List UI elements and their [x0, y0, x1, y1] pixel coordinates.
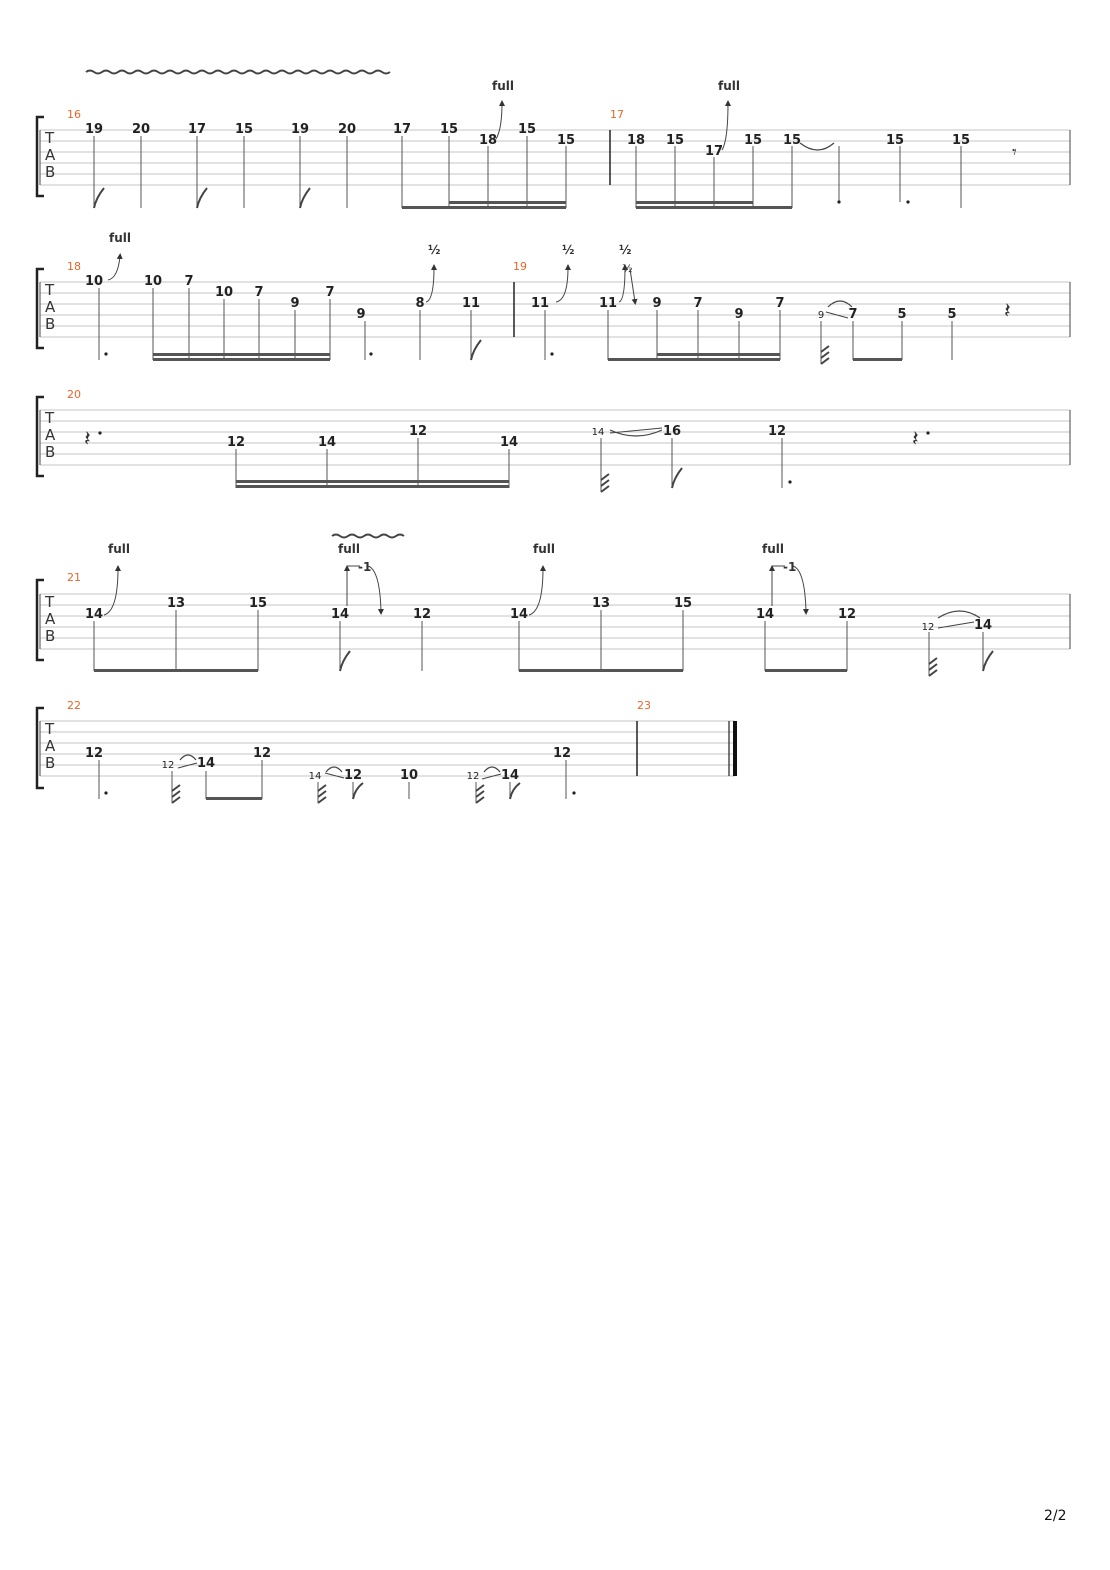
fret-number: 15	[556, 133, 576, 148]
fret-numbers	[227, 424, 786, 450]
bend-arrow	[426, 267, 434, 302]
note-flags	[94, 188, 310, 208]
fret-number: 14	[509, 607, 529, 622]
bend-arrow	[529, 568, 543, 615]
tab-clef-b: B	[45, 443, 56, 461]
tab-clef-a: A	[45, 298, 56, 316]
system-3	[37, 388, 1070, 492]
bend-label: full	[108, 542, 130, 556]
dot	[837, 200, 840, 203]
fret-number: 8	[415, 296, 425, 311]
fret-number: 15	[782, 133, 802, 148]
tie	[800, 143, 834, 150]
fret-number: 12	[466, 771, 480, 782]
fret-number: 13	[591, 596, 611, 611]
note-flags	[601, 468, 682, 492]
fret-number: 17	[187, 122, 207, 137]
fret-number: 12	[767, 424, 787, 439]
fret-number: 9	[734, 307, 744, 322]
bend-label: -1	[783, 560, 797, 574]
measure-number: 23	[637, 699, 651, 712]
dot	[98, 431, 101, 434]
beams	[236, 480, 509, 488]
fret-number: 19	[84, 122, 104, 137]
fret-number: 9	[356, 307, 366, 322]
fret-number: 5	[947, 307, 957, 322]
tab-clef-a: A	[45, 737, 56, 755]
system-1	[37, 71, 1070, 210]
staff	[40, 282, 1070, 337]
fret-number: 12	[84, 746, 104, 761]
tie	[938, 611, 980, 618]
tab-clef-b: B	[45, 754, 56, 772]
bend-label: -1	[358, 560, 372, 574]
tab-clef-b: B	[45, 163, 56, 181]
fret-number: 15	[439, 122, 459, 137]
fret-number: 20	[131, 122, 151, 137]
staff	[40, 594, 1070, 649]
vibrato-mark	[332, 535, 404, 538]
staff	[40, 130, 1070, 185]
bend-label: ½	[622, 262, 633, 275]
bend-arrow	[104, 568, 118, 615]
page-number: 2/2	[1044, 1508, 1067, 1524]
fret-number: 15	[517, 122, 537, 137]
fret-number: 14	[330, 607, 350, 622]
fret-number: 14	[317, 435, 337, 450]
beams	[206, 797, 262, 800]
tab-clef-t: T	[45, 409, 55, 427]
fret-number: 13	[166, 596, 186, 611]
fret-number: 18	[478, 133, 498, 148]
fret-number: 10	[84, 274, 104, 289]
tab-clef-a: A	[45, 146, 56, 164]
tab-clef-a: A	[45, 610, 56, 628]
dot	[369, 352, 372, 355]
fret-number: 7	[848, 307, 858, 322]
fret-number: 12	[552, 746, 572, 761]
dot	[906, 200, 909, 203]
fret-number: 12	[252, 746, 272, 761]
fret-number: 18	[626, 133, 646, 148]
dot	[926, 431, 929, 434]
fret-number: 14	[973, 618, 993, 633]
fret-number: 7	[184, 274, 194, 289]
fret-number: 5	[897, 307, 907, 322]
fret-number: 10	[399, 768, 419, 783]
fret-number: 10	[143, 274, 163, 289]
quarter-rest: 𝄽	[1004, 299, 1011, 324]
bend-label: ½	[562, 243, 575, 257]
dot	[104, 352, 107, 355]
eighth-rest: 𝄾	[1012, 142, 1017, 163]
quarter-rest: 𝄽	[912, 427, 919, 452]
fret-number: 14	[499, 435, 519, 450]
fret-number: 11	[598, 296, 618, 311]
fret-number: 14	[308, 771, 322, 782]
fret-number: 12	[343, 768, 363, 783]
dot	[572, 791, 575, 794]
fret-number: 14	[500, 768, 520, 783]
fret-number: 15	[885, 133, 905, 148]
tab-clef-b: B	[45, 627, 56, 645]
tab-clef-b: B	[45, 315, 56, 333]
measure-number: 18	[67, 260, 81, 273]
fret-number: 15	[951, 133, 971, 148]
fret-number: 7	[325, 285, 335, 300]
system-4	[37, 535, 1070, 677]
bend-arrow	[108, 256, 120, 280]
measure-number: 21	[67, 571, 81, 584]
fret-number: 11	[530, 296, 550, 311]
beams	[94, 669, 847, 672]
tab-clef-t: T	[45, 281, 55, 299]
beams	[153, 353, 902, 361]
fret-number: 9	[652, 296, 662, 311]
measure-number: 17	[610, 108, 624, 121]
fret-number: 14	[84, 607, 104, 622]
fret-number: 9	[290, 296, 300, 311]
fret-number: 14	[755, 607, 775, 622]
beams	[402, 201, 792, 209]
fret-number: 7	[775, 296, 785, 311]
ties	[180, 755, 500, 772]
fret-number: 7	[254, 285, 264, 300]
bend-arrow	[722, 103, 728, 150]
fret-number: 12	[412, 607, 432, 622]
fret-number: 10	[214, 285, 234, 300]
fret-number: 15	[743, 133, 763, 148]
fret-number: 20	[337, 122, 357, 137]
bend-label: full	[338, 542, 360, 556]
fret-number: 15	[665, 133, 685, 148]
bend-label: full	[109, 231, 131, 245]
tab-clef-a: A	[45, 426, 56, 444]
dot	[104, 791, 107, 794]
dot	[550, 352, 553, 355]
fret-number: 9	[817, 310, 825, 321]
tab-clef-t: T	[45, 593, 55, 611]
bend-arrow	[556, 267, 568, 302]
tab-clef-t: T	[45, 129, 55, 147]
measure-number: 19	[513, 260, 527, 273]
bend-label: full	[492, 79, 514, 93]
system-2	[37, 231, 1070, 364]
measure-number: 22	[67, 699, 81, 712]
fret-number: 17	[704, 144, 724, 159]
staff	[40, 721, 735, 776]
bend-label: ½	[428, 243, 441, 257]
fret-number: 12	[161, 760, 175, 771]
note-stems	[94, 136, 961, 208]
bend-label: full	[762, 542, 784, 556]
bend-label: ½	[619, 243, 632, 257]
tab-clef-t: T	[45, 720, 55, 738]
fret-number: 11	[461, 296, 481, 311]
quarter-rest: 𝄽	[84, 427, 91, 452]
vibrato-mark	[86, 71, 390, 74]
fret-number: 12	[921, 622, 935, 633]
note-flags	[340, 651, 993, 676]
measure-number: 20	[67, 388, 81, 401]
fret-number: 19	[290, 122, 310, 137]
dot	[788, 480, 791, 483]
fret-number: 15	[248, 596, 268, 611]
fret-number: 17	[392, 122, 412, 137]
bend-label: full	[533, 542, 555, 556]
bend-label: full	[718, 79, 740, 93]
fret-number: 12	[408, 424, 428, 439]
fret-number: 12	[837, 607, 857, 622]
fret-number: 14	[196, 756, 216, 771]
system-5	[37, 699, 735, 803]
fret-number: 15	[673, 596, 693, 611]
fret-number: 7	[693, 296, 703, 311]
fret-number: 15	[234, 122, 254, 137]
fret-number: 14	[591, 427, 605, 438]
measure-number: 16	[67, 108, 81, 121]
fret-number: 12	[226, 435, 246, 450]
fret-number: 16	[662, 424, 682, 439]
